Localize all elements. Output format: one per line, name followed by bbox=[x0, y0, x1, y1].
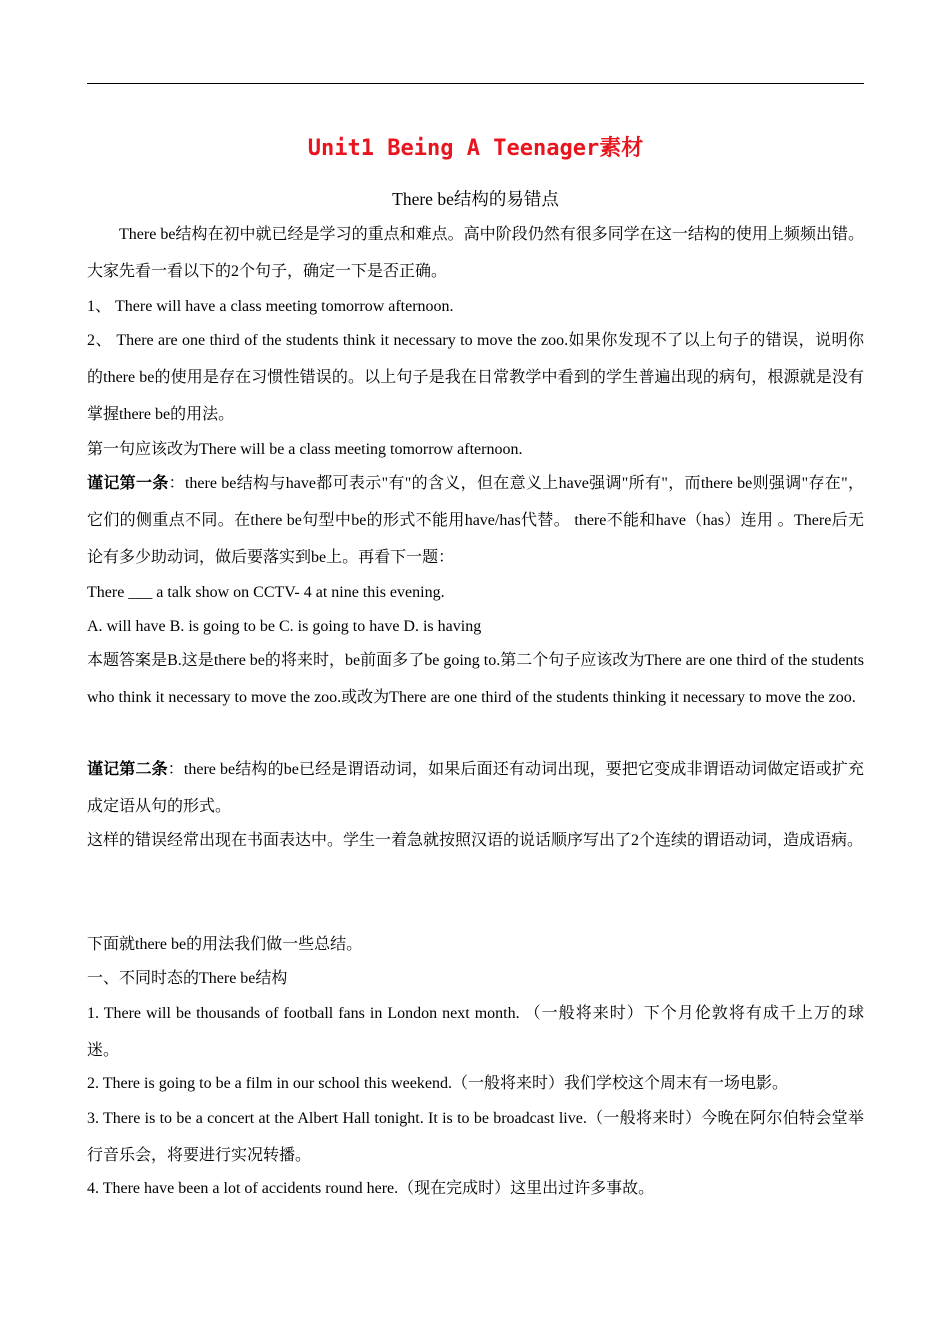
example-3: 3. There is to be a concert at the Albert Hall tonight. It is to be broadcast live.（一般将来时）今晚在阿尔伯特会堂举行音乐会，将要进行实况转播。 bbox=[87, 1110, 864, 1164]
example-4: 4. There have been a lot of accidents round here.（现在完成时）这里出过许多事故。 bbox=[87, 1180, 655, 1197]
intro-paragraph: There be结构在初中就已经是学习的重点和难点。高中阶段仍然有很多同学在这一结构的使用上频频出错。大家先看一看以下的2个句子，确定一下是否正确。 bbox=[87, 226, 864, 280]
rule-1-label: 谨记第一条 bbox=[87, 475, 169, 492]
question-options: A. will have B. is going to be C. is going to have D. is having bbox=[87, 618, 482, 635]
rule-2-label: 谨记第二条 bbox=[87, 761, 168, 778]
rule-1-paragraph bbox=[87, 465, 864, 576]
document-title: Unit1 Being A Teenager素材 bbox=[307, 136, 644, 161]
example-sentence-1: 1、 There will have a class meeting tomorrow afternoon. bbox=[87, 298, 454, 315]
answer-paragraph: 本题答案是B.这是there be的将来时，be前面多了be going to.第二个句子应该改为There are one third of the students who think it necessary to move the zoo.或改为There are one third of the students thinking it necessary to move the zoo. bbox=[87, 652, 864, 706]
header-rule bbox=[87, 83, 864, 84]
rule-2-paragraph bbox=[87, 751, 864, 825]
example-1: 1. There will be thousands of football fans in London next month. （一般将来时）下个月伦敦将有成千上万的球迷。 bbox=[87, 1005, 864, 1059]
section-heading-1: 一、不同时态的There be结构 bbox=[87, 970, 288, 987]
correction-1: 第一句应该改为There will be a class meeting tomorrow afternoon. bbox=[87, 441, 523, 458]
example-2: 2. There is going to be a film in our school this weekend.（一般将来时）我们学校这个周末有一场电影。 bbox=[87, 1075, 788, 1092]
example-sentence-2: 2、 There are one third of the students think it necessary to move the zoo.如果你发现不了以上句子的错误，说明你的there be的使用是存在习惯性错误的。以上句子是我在日常教学中看到的学生普遍出现的病句，根源就是没有掌握there be的用法。 bbox=[87, 332, 864, 423]
document-subtitle: There be结构的易错点 bbox=[392, 189, 559, 209]
note-paragraph: 这样的错误经常出现在书面表达中。学生一着急就按照汉语的说话顺序写出了2个连续的谓语动词，造成语病。 bbox=[87, 832, 864, 849]
question: There ___ a talk show on CCTV- 4 at nine this evening. bbox=[87, 584, 445, 601]
summary-intro: 下面就there be的用法我们做一些总结。 bbox=[87, 936, 363, 953]
rule-1-text: ：there be结构与have都可表示"有"的含义，但在意义上have强调"所有"，而there be则强调"存在"，它们的侧重点不同。在there be句型中be的形式不能用have/has代替。 there不能和have（has）连用 。There后无论有多少助动词，做后要落实到be上。再看下一题： bbox=[87, 475, 864, 566]
rule-2-text: ：there be结构的be已经是谓语动词，如果后面还有动词出现，要把它变成非谓语动词做定语或扩充成定语从句的形式。 bbox=[87, 761, 864, 815]
